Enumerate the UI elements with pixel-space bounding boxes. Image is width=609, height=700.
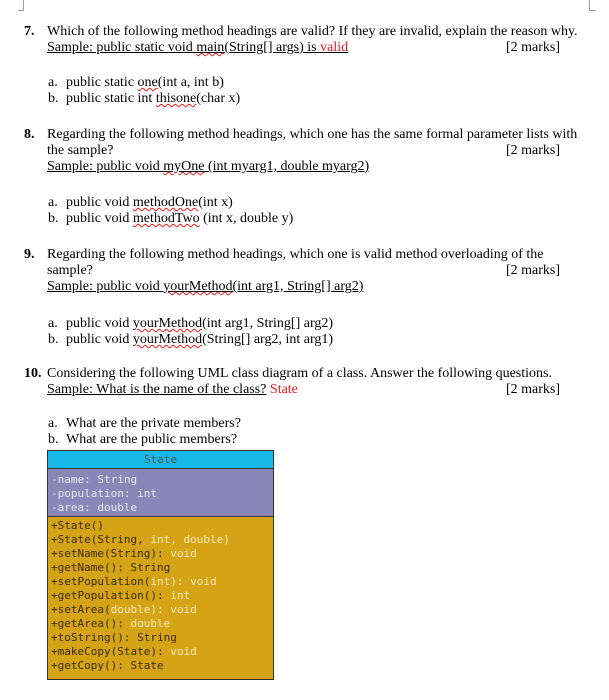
question-number: 9.	[24, 247, 35, 262]
uml-method: +getArea(): double	[51, 617, 171, 630]
q7-option-a: a. public static one(int a, int b)	[48, 75, 224, 90]
question-8	[24, 127, 592, 175]
q10-option-b: b. What are the public members?	[48, 432, 238, 447]
question-number: 10.	[24, 366, 42, 381]
question-number: 7.	[24, 24, 35, 39]
sample-answer: State	[266, 382, 298, 397]
marks: [2 marks]	[505, 40, 560, 55]
q8-option-a: a. public void methodOne(int x)	[48, 195, 233, 210]
uml-method: +getName(): String	[51, 561, 171, 574]
uml-attribute: -population: int	[51, 487, 157, 500]
question-10	[24, 366, 592, 398]
question-text-line1: Regarding the following method headings, which one is valid method overloading of the	[47, 247, 544, 262]
question-text-line2: the sample?	[47, 143, 114, 158]
uml-attribute: -name: String	[51, 473, 138, 486]
uml-class-name: State	[48, 451, 273, 469]
uml-class-diagram	[47, 450, 274, 680]
question-text: Which of the following method headings are valid? If they are invalid, explain the reason why.	[47, 24, 578, 39]
marks: [2 marks]	[505, 263, 560, 278]
sample-line: Sample: What is the name of the class? State	[47, 382, 298, 397]
q7-option-b: b. public static int thisone(char x)	[48, 91, 241, 106]
uml-method: +State(String, int, double)	[51, 533, 230, 546]
uml-methods	[48, 517, 273, 679]
q8-option-b: b. public void methodTwo (int x, double y)	[48, 211, 294, 226]
question-text-line1: Regarding the following method headings, which one has the same formal parameter lists with	[47, 127, 578, 142]
uml-method: +setName(String): void	[51, 547, 197, 560]
uml-method: +State()	[51, 519, 104, 532]
uml-method: +getCopy(): State	[51, 659, 164, 672]
sample-line: Sample: public void myOne (int myarg1, double myarg2)	[47, 159, 370, 174]
q9-option-b: b. public void yourMethod(String[] arg2, int arg1)	[48, 332, 334, 347]
uml-method: +setArea(double): void	[51, 603, 197, 616]
uml-method: +toString(): String	[51, 631, 177, 644]
sample-line: Sample: public static void main(String[] args) is valid	[47, 40, 349, 55]
marks: [2 marks]	[505, 143, 560, 158]
uml-attributes	[48, 469, 273, 517]
question-number: 8.	[24, 127, 35, 142]
q9-option-a: a. public void yourMethod(int arg1, String[] arg2)	[48, 316, 334, 331]
sample-result: valid	[320, 40, 349, 55]
marks: [2 marks]	[505, 382, 560, 397]
uml-method: +setPopulation(int): void	[51, 575, 217, 588]
uml-attribute: -area: double	[51, 501, 138, 514]
crop-mark-left	[18, 0, 24, 11]
uml-method: +makeCopy(State): void	[51, 645, 197, 658]
question-text: Considering the following UML class diagram of a class. Answer the following questions.	[47, 366, 552, 381]
question-9	[24, 247, 592, 295]
q10-option-a: a. What are the private members?	[48, 416, 241, 431]
crop-mark-right	[589, 0, 596, 11]
question-text-line2: sample?	[47, 263, 93, 278]
question-7	[24, 24, 592, 56]
sample-line: Sample: public void yourMethod(int arg1, String[] arg2)	[47, 279, 364, 294]
uml-method: +getPopulation(): int	[51, 589, 191, 602]
